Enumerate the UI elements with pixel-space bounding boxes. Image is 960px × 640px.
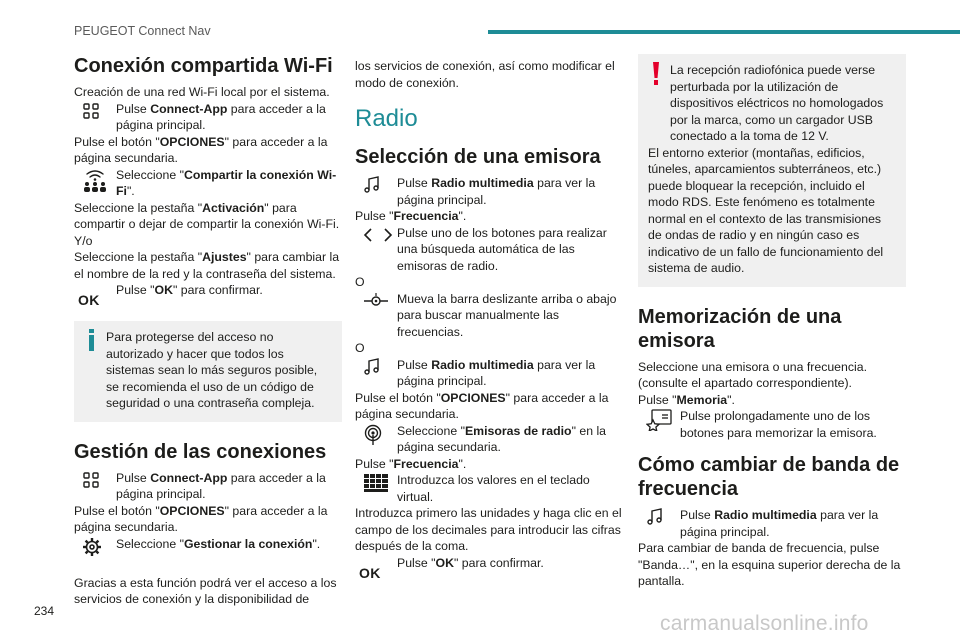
heading-connections: Gestión de las conexiones xyxy=(74,440,327,463)
station-step-radio-media: Pulse Radio multimedia para ver la página principal. xyxy=(355,175,625,208)
station-line-frequency: Pulse "Frecuencia". xyxy=(355,209,467,223)
apps-grid-icon xyxy=(82,471,104,491)
header-accent-bar xyxy=(488,30,960,34)
column-2 xyxy=(355,58,625,579)
station-step-search: Pulse uno de los botones para realizar una búsqueda automática de las emisoras de radio. xyxy=(355,225,625,275)
conn-line-info: Gracias a esta función podrá ver el acceso a los servicios de conexión y la disponibilidad de xyxy=(74,575,337,606)
music-note-icon xyxy=(646,508,668,528)
keyboard-icon xyxy=(363,473,385,493)
station-or-1: O xyxy=(355,275,365,289)
wifi-line-settings: Seleccione la pestaña "Ajustes" para cambiar la el nombre de la red y la contraseña del sistema. xyxy=(74,250,340,281)
station-step-stations: Seleccione "Emisoras de radio" en la página secundaria. xyxy=(355,423,625,456)
station-line-decimals: Introduzca primero las unidades y haga clic en el campo de los decimales para introducir las cifras después de la coma. xyxy=(355,506,622,553)
column-1 xyxy=(74,54,342,608)
warning-text-2: El entorno exterior (montañas, edificios, túneles, aparcamientos subterráneos, etc.) puede bloquear la recepción, incluido el modo RDS. Este fenómeno es totalmente normal en el contexto de las transmisiones de ondas de radio y en ningún caso es indicativo de un fallo de funcionamiento del sistema de audio. xyxy=(648,145,884,275)
wifi-or: Y/o xyxy=(74,233,93,248)
station-step-slider: Mueva la barra deslizante arriba o abajo para buscar manualmente las frecuencias. xyxy=(355,291,625,341)
section-title-radio: Radio xyxy=(355,105,418,132)
station-step-keyboard: Introduzca los valores en el teclado virtual. xyxy=(355,472,625,505)
memorize-line-1: Seleccione una emisora o una frecuencia. xyxy=(638,359,867,374)
station-line-options: Pulse el botón "OPCIONES" para acceder a la página secundaria. xyxy=(355,390,609,421)
star-preset-icon xyxy=(646,409,668,429)
conn-step-manage: Seleccione "Gestionar la conexión". xyxy=(74,536,342,569)
slider-icon xyxy=(363,292,385,312)
conn-step-connect-app: Pulse Connect-App para acceder a la página principal. xyxy=(74,470,342,503)
music-note-icon xyxy=(363,176,385,196)
ok-icon: OK xyxy=(78,292,100,308)
apps-grid-icon xyxy=(82,102,104,122)
station-step-ok: OK Pulse "OK" para confirmar. xyxy=(359,555,544,581)
band-step-radio-media: Pulse Radio multimedia para ver la página principal. xyxy=(638,507,906,540)
heading-band: Cómo cambiar de banda de frecuencia xyxy=(638,454,900,500)
wifi-line-activation: Seleccione la pestaña "Activación" para compartir o dejar de compartir la conexión Wi-Fi. xyxy=(74,200,340,231)
wifi-step-connect-app: Pulse Connect-App para acceder a la página principal. xyxy=(74,101,342,134)
band-line-instructions: Para cambiar de banda de frecuencia, pulse "Banda…", en la esquina superior derecha de la pantalla. xyxy=(638,541,901,588)
services-continuation: los servicios de conexión, así como modificar el modo de conexión. xyxy=(355,59,615,90)
heading-memorize: Memorización de una emisora xyxy=(638,305,842,352)
info-note-text: Para protegerse del acceso no autorizado y hacer que todos los sistemas sean lo más seguros posible, se recomienda el uso de un código de seguridad o una contraseña compleja. xyxy=(106,330,318,410)
warning-note xyxy=(638,54,906,287)
wifi-intro: Creación de una red Wi-Fi local por el sistema. xyxy=(74,85,330,99)
wifi-share-icon xyxy=(82,168,104,188)
station-line-frequency-2: Pulse "Frecuencia". xyxy=(355,456,467,471)
memorize-step-preset: Pulse prolongadamente uno de los botones para memorizar la emisora. xyxy=(638,408,906,441)
heading-wifi-sharing: Conexión compartida Wi-Fi xyxy=(74,55,333,77)
memorize-line-3: Pulse "Memoria". xyxy=(638,392,735,407)
warning-text-1: La recepción radiofónica puede verse perturbada por la utilización de dispositivos eléctricos no homologados por la marca, como un cargador USB conectado a la toma de 12 V. xyxy=(670,63,884,143)
wifi-line-options: Pulse el botón "OPCIONES" para acceder a la página secundaria. xyxy=(74,134,328,165)
radio-signal-icon xyxy=(363,424,385,444)
memorize-line-2: (consulte el apartado correspondiente). xyxy=(638,376,852,390)
column-3 xyxy=(638,54,906,590)
chevrons-icon xyxy=(363,226,385,246)
info-note xyxy=(74,321,342,422)
ok-icon: OK xyxy=(359,564,381,581)
station-step-radio-media-2: Pulse Radio multimedia para ver la página principal. xyxy=(355,357,625,390)
wifi-step-share: Seleccione "Compartir la conexión Wi-Fi". xyxy=(74,167,342,200)
music-note-icon xyxy=(363,358,385,378)
warning-icon xyxy=(652,62,660,91)
wifi-step-ok: OK Pulse "OK" para confirmar. xyxy=(78,283,263,308)
gear-icon xyxy=(82,537,104,557)
watermark: carmanualsonline.info xyxy=(660,612,869,635)
conn-line-options: Pulse el botón "OPCIONES" para acceder a la página secundaria. xyxy=(74,503,328,534)
page-number: 234 xyxy=(34,604,55,618)
info-icon xyxy=(88,329,96,356)
heading-station-select: Selección de una emisora xyxy=(355,146,601,168)
station-or-2: O xyxy=(355,341,365,355)
header-title: PEUGEOT Connect Nav xyxy=(74,24,211,38)
